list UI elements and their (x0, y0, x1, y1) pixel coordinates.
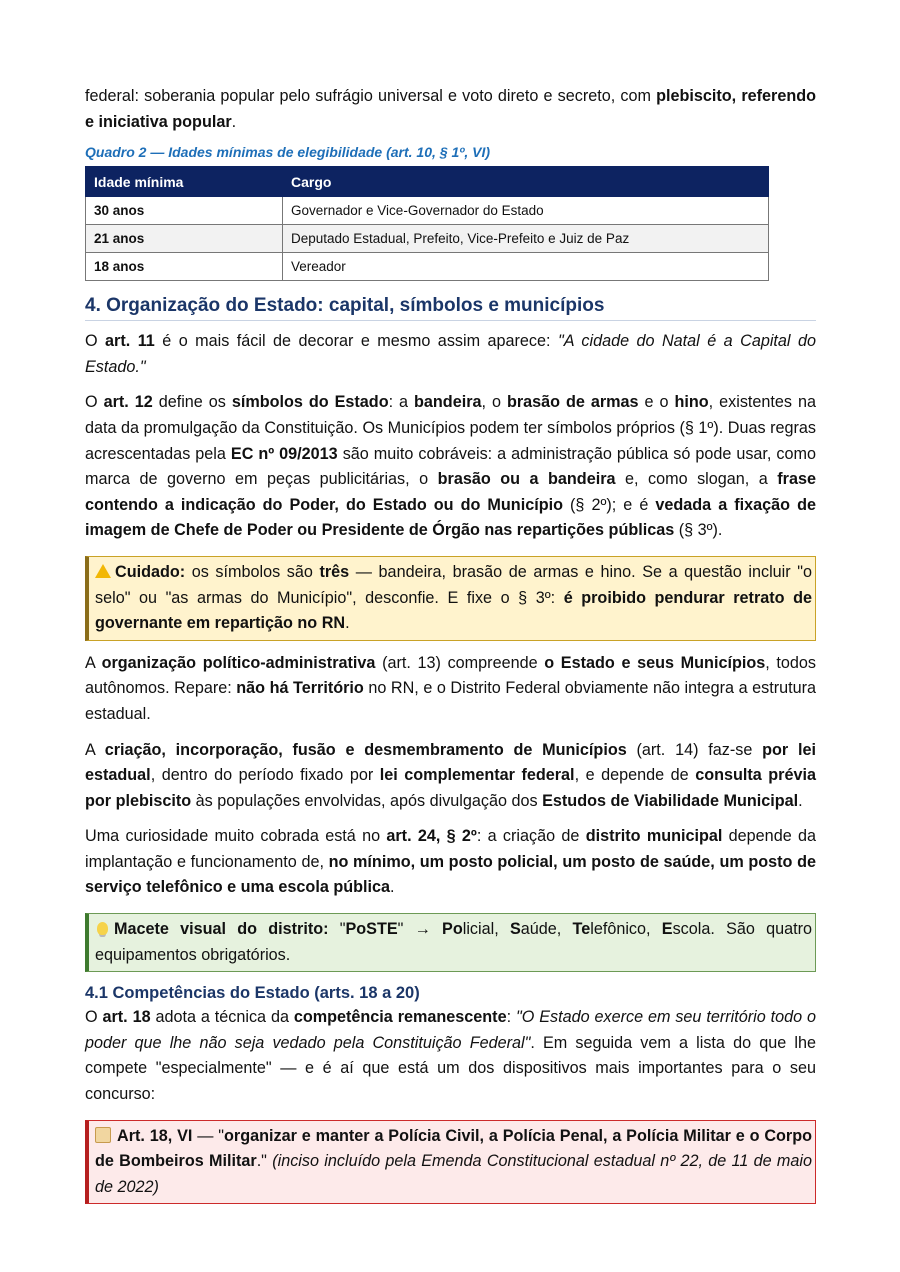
paragraph-art24: Uma curiosidade muito cobrada está no art. 24, § 2º: a criação de distrito municipal depende da implantação e funcionamento de, no mínimo, um posto policial, um posto de saúde, um posto de serviço telefônico e uma escola pública. (85, 827, 816, 897)
table-row (86, 225, 769, 253)
lightbulb-icon (97, 922, 108, 935)
table-row (86, 197, 769, 225)
table-cell-age: 18 anos (86, 253, 283, 281)
scroll-icon (95, 1127, 111, 1143)
tip-callout: Macete visual do distrito: "PoSTE" → Policial, Saúde, Telefônico, Escola. São quatro equipamentos obrigatórios. (85, 913, 816, 972)
table-header-row (86, 167, 769, 197)
paragraph-art14: A criação, incorporação, fusão e desmembramento de Municípios (art. 14) faz-se por lei estadual, dentro do período fixado por lei complementar federal, e depende de consulta prévia por plebiscito às populações envolvidas, após divulgação dos Estudos de Viabilidade Municipal. (85, 740, 817, 810)
document-body (85, 84, 816, 1204)
table-cell-age: 30 anos (86, 197, 283, 225)
intro-paragraph: federal: soberania popular pelo sufrágio universal e voto direto e secreto, com plebiscito, referendo e iniciativa popular. (85, 87, 816, 131)
column-header: Cargo (283, 167, 769, 197)
law-callout: Art. 18, VI — "organizar e manter a Polícia Civil, a Polícia Penal, a Polícia Militar e o Corpo de Bombeiros Militar." (inciso incluído pela Emenda Constitucional estadual nº 22, de 11 de maio de 2022) (85, 1120, 816, 1205)
table-caption: Quadro 2 — Idades mínimas de elegibilidade (art. 10, § 1º, VI) (85, 144, 491, 161)
warning-icon (95, 564, 111, 578)
table-row (86, 253, 769, 281)
subsection-heading: 4.1 Competências do Estado (arts. 18 a 20) (85, 984, 420, 1003)
warning-callout: Cuidado: os símbolos são três — bandeira, brasão de armas e hino. Se a questão incluir "o selo" ou "as armas do Município", desconfie. E fixe o § 3º: é proibido pendurar retrato de governante em repartição no RN. (85, 556, 816, 641)
table-cell-office: Vereador (283, 253, 769, 281)
table-cell-office: Governador e Vice-Governador do Estado (283, 197, 769, 225)
paragraph-art18: O art. 18 adota a técnica da competência remanescente: "O Estado exerce em seu território todo o poder que lhe não seja vedado pela Constituição Federal". Em seguida vem a lista do que lhe compete "especialmente" — e é aí que está um dos dispositivos mais importantes para o seu concurso: (85, 1008, 816, 1104)
paragraph-art12: O art. 12 define os símbolos do Estado: a bandeira, o brasão de armas e o hino, existentes na data da promulgação da Constituição. Os Municípios podem ter símbolos próprios (§ 1º). Duas regras acrescentadas pela EC nº 09/2013 são muito cobráveis: a administração pública só pode usar, como marca de governo em peças publicitárias, o brasão ou a bandeira e, como slogan, a frase contendo a indicação do Poder, do Estado ou do Município (§ 2º); e é vedada a fixação de imagem de Chefe de Poder ou Presidente de Órgão nas repartições públicas (§ 3º). (85, 393, 817, 540)
eligibility-table (85, 166, 769, 281)
column-header: Idade mínima (86, 167, 283, 197)
table-cell-office: Deputado Estadual, Prefeito, Vice-Prefeito e Juiz de Paz (283, 225, 769, 253)
section-heading: 4. Organização do Estado: capital, símbolos e municípios (85, 295, 816, 321)
table-cell-age: 21 anos (86, 225, 283, 253)
paragraph-art13: A organização político-administrativa (art. 13) compreende o Estado e seus Municípios, todos autônomos. Repare: não há Território no RN, e o Distrito Federal obviamente não integra a estrutura estadual. (85, 653, 816, 723)
paragraph-art11: O art. 11 é o mais fácil de decorar e mesmo assim aparece: "A cidade do Natal é a Capital do Estado." (85, 332, 816, 376)
